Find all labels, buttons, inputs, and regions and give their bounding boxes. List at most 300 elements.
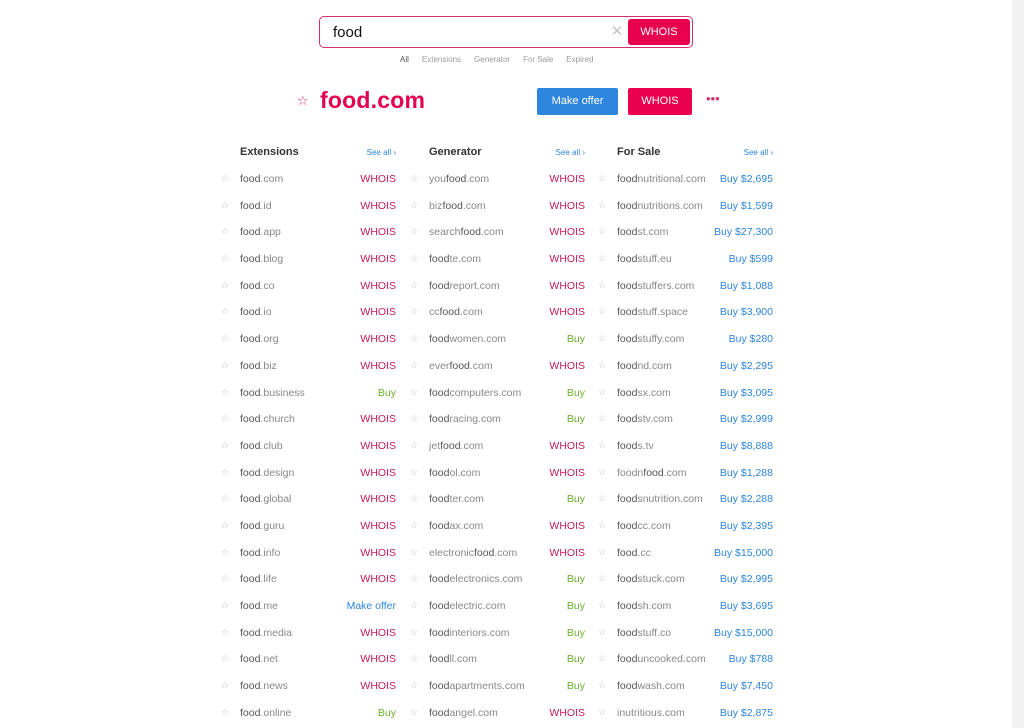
domain-name[interactable] bbox=[617, 520, 671, 532]
domain-action[interactable]: Buy $3,900 bbox=[719, 306, 773, 319]
domain-name[interactable] bbox=[429, 360, 493, 372]
domain-action[interactable]: Buy bbox=[377, 386, 396, 399]
star-icon[interactable]: ☆ bbox=[598, 600, 607, 610]
domain-part: stuck.com bbox=[637, 573, 685, 586]
domain-action[interactable]: Buy bbox=[377, 706, 396, 719]
domain-row[interactable] bbox=[221, 251, 396, 278]
star-icon[interactable]: ☆ bbox=[410, 359, 419, 370]
domain-name[interactable] bbox=[240, 547, 280, 559]
star-icon[interactable]: ☆ bbox=[221, 199, 230, 210]
see-all-link[interactable]: See all › bbox=[555, 148, 585, 157]
domain-row[interactable] bbox=[410, 438, 585, 465]
star-icon[interactable]: ☆ bbox=[410, 466, 419, 477]
domain-name[interactable] bbox=[429, 387, 521, 399]
star-icon[interactable]: ☆ bbox=[221, 439, 230, 450]
domain-part: s.tv bbox=[637, 439, 654, 452]
star-icon[interactable]: ☆ bbox=[598, 306, 607, 317]
domain-action[interactable]: Buy $2,395 bbox=[719, 519, 773, 532]
domain-name[interactable] bbox=[240, 280, 274, 292]
domain-name[interactable] bbox=[240, 306, 272, 318]
domain-list bbox=[598, 171, 773, 728]
domain-row[interactable] bbox=[410, 171, 585, 198]
star-icon[interactable]: ☆ bbox=[221, 706, 230, 717]
domain-name[interactable] bbox=[617, 200, 703, 212]
star-icon[interactable]: ☆ bbox=[221, 279, 230, 290]
domain-action[interactable]: WHOIS bbox=[360, 626, 396, 639]
domain-action[interactable]: Buy bbox=[566, 680, 585, 693]
domain-row[interactable] bbox=[410, 491, 585, 518]
domain-name[interactable] bbox=[429, 573, 522, 585]
domain-part: food bbox=[617, 680, 638, 693]
domain-name[interactable] bbox=[240, 440, 283, 452]
domain-name[interactable] bbox=[240, 413, 295, 425]
domain-action[interactable]: Buy $2,295 bbox=[719, 359, 773, 372]
domain-action[interactable]: WHOIS bbox=[549, 546, 585, 559]
domain-name[interactable] bbox=[429, 547, 517, 559]
domain-action[interactable]: WHOIS bbox=[360, 573, 396, 586]
domain-name[interactable] bbox=[429, 520, 483, 532]
domain-row[interactable] bbox=[410, 705, 585, 728]
domain-action[interactable]: WHOIS bbox=[549, 519, 585, 532]
domain-row[interactable] bbox=[410, 331, 585, 358]
domain-name[interactable] bbox=[240, 333, 279, 345]
domain-action[interactable]: Buy $2,288 bbox=[719, 493, 773, 506]
star-icon[interactable]: ☆ bbox=[410, 333, 419, 344]
domain-row[interactable] bbox=[598, 411, 773, 438]
domain-name[interactable] bbox=[617, 653, 706, 665]
domain-row[interactable] bbox=[598, 438, 773, 465]
domain-name[interactable] bbox=[617, 173, 706, 185]
domain-action[interactable]: WHOIS bbox=[360, 546, 396, 559]
domain-name[interactable] bbox=[429, 707, 498, 719]
star-icon[interactable]: ☆ bbox=[598, 359, 607, 370]
see-all-link[interactable]: See all › bbox=[366, 148, 396, 157]
domain-action[interactable]: WHOIS bbox=[549, 253, 585, 266]
tab-all[interactable]: All bbox=[400, 55, 409, 64]
tab-for-sale[interactable]: For Sale bbox=[523, 55, 554, 64]
domain-row[interactable] bbox=[598, 625, 773, 652]
domain-part: food bbox=[617, 333, 638, 346]
star-icon[interactable]: ☆ bbox=[598, 199, 607, 210]
domain-action[interactable]: Buy $27,300 bbox=[714, 226, 773, 239]
domain-action[interactable]: WHOIS bbox=[360, 226, 396, 239]
star-icon[interactable]: ☆ bbox=[598, 680, 607, 691]
domain-row[interactable] bbox=[410, 198, 585, 225]
domain-part: ol.com bbox=[449, 466, 481, 479]
domain-row[interactable] bbox=[598, 198, 773, 225]
domain-row[interactable] bbox=[221, 598, 396, 625]
domain-name[interactable] bbox=[617, 360, 672, 372]
domain-row[interactable] bbox=[221, 625, 396, 652]
star-icon[interactable]: ☆ bbox=[221, 386, 230, 397]
star-icon[interactable]: ☆ bbox=[410, 493, 419, 504]
domain-row[interactable] bbox=[221, 358, 396, 385]
domain-name[interactable] bbox=[617, 627, 671, 639]
domain-name[interactable] bbox=[240, 360, 277, 372]
star-icon[interactable]: ☆ bbox=[410, 306, 419, 317]
domain-name[interactable] bbox=[617, 280, 694, 292]
domain-part: food bbox=[240, 359, 261, 372]
domain-action[interactable]: Buy $3,095 bbox=[719, 386, 773, 399]
star-icon[interactable]: ☆ bbox=[410, 386, 419, 397]
star-icon[interactable]: ☆ bbox=[410, 600, 419, 610]
domain-row[interactable] bbox=[410, 571, 585, 598]
star-icon[interactable]: ☆ bbox=[598, 706, 607, 717]
domain-part: stuff.space bbox=[637, 306, 689, 319]
domain-action[interactable]: WHOIS bbox=[549, 706, 585, 719]
domain-action[interactable]: Buy bbox=[566, 386, 585, 399]
domain-part: biz bbox=[429, 199, 443, 212]
domain-row[interactable] bbox=[410, 545, 585, 572]
star-icon[interactable]: ☆ bbox=[598, 519, 607, 530]
domain-name[interactable] bbox=[617, 467, 686, 479]
filter-tabs bbox=[400, 55, 620, 64]
domain-row[interactable] bbox=[221, 705, 396, 728]
domain-name[interactable] bbox=[429, 680, 525, 692]
domain-row[interactable] bbox=[598, 705, 773, 728]
star-icon[interactable]: ☆ bbox=[221, 573, 230, 584]
star-icon[interactable]: ☆ bbox=[410, 519, 419, 530]
domain-name[interactable] bbox=[429, 467, 480, 479]
star-icon[interactable]: ☆ bbox=[221, 653, 230, 664]
domain-name[interactable] bbox=[429, 493, 484, 505]
scrollbar[interactable] bbox=[1012, 0, 1024, 728]
star-icon[interactable]: ☆ bbox=[221, 306, 230, 317]
domain-row[interactable] bbox=[598, 518, 773, 545]
domain-row[interactable] bbox=[410, 598, 585, 625]
domain-action[interactable]: WHOIS bbox=[360, 439, 396, 452]
domain-action[interactable]: Buy $2,995 bbox=[719, 573, 773, 586]
domain-row[interactable] bbox=[598, 651, 773, 678]
whois-button[interactable]: WHOIS bbox=[628, 88, 692, 115]
domain-action[interactable]: Buy $788 bbox=[728, 653, 773, 666]
domain-row[interactable] bbox=[598, 278, 773, 305]
domain-row[interactable] bbox=[221, 491, 396, 518]
domain-row[interactable] bbox=[598, 358, 773, 385]
tab-generator[interactable]: Generator bbox=[474, 55, 511, 64]
star-icon[interactable]: ☆ bbox=[410, 439, 419, 450]
domain-row[interactable] bbox=[598, 224, 773, 251]
star-icon[interactable]: ☆ bbox=[598, 573, 607, 584]
star-icon[interactable]: ☆ bbox=[221, 600, 230, 610]
star-icon[interactable]: ☆ bbox=[221, 546, 230, 557]
domain-row[interactable] bbox=[598, 385, 773, 412]
domain-action[interactable]: Buy $599 bbox=[728, 253, 773, 266]
domain-part: food bbox=[617, 306, 638, 319]
domain-action[interactable]: WHOIS bbox=[360, 199, 396, 212]
domain-action[interactable]: WHOIS bbox=[360, 680, 396, 693]
domain-row[interactable] bbox=[410, 465, 585, 492]
domain-name[interactable] bbox=[617, 387, 671, 399]
domain-part: sh.com bbox=[637, 600, 672, 612]
domain-action[interactable]: WHOIS bbox=[360, 333, 396, 346]
domain-name[interactable] bbox=[240, 653, 278, 665]
domain-row[interactable] bbox=[221, 678, 396, 705]
domain-action[interactable]: Buy bbox=[566, 413, 585, 426]
domain-part: .guru bbox=[260, 519, 285, 532]
more-options-icon[interactable]: ••• bbox=[706, 91, 720, 106]
star-icon[interactable]: ☆ bbox=[598, 226, 607, 237]
domain-row[interactable] bbox=[410, 625, 585, 652]
domain-name[interactable] bbox=[617, 680, 685, 692]
domain-row[interactable] bbox=[598, 598, 773, 625]
domain-row[interactable] bbox=[410, 304, 585, 331]
domain-action[interactable]: WHOIS bbox=[360, 653, 396, 666]
domain-action[interactable]: WHOIS bbox=[360, 253, 396, 266]
domain-action[interactable]: WHOIS bbox=[360, 519, 396, 532]
domain-name[interactable] bbox=[617, 333, 684, 345]
star-icon[interactable]: ☆ bbox=[410, 253, 419, 264]
domain-action[interactable]: WHOIS bbox=[549, 466, 585, 479]
star-icon[interactable]: ☆ bbox=[221, 359, 230, 370]
domain-action[interactable]: WHOIS bbox=[549, 173, 585, 185]
domain-row[interactable] bbox=[410, 651, 585, 678]
domain-name[interactable] bbox=[240, 627, 292, 639]
domain-action[interactable]: Buy bbox=[566, 626, 585, 639]
domain-name[interactable] bbox=[429, 280, 500, 292]
domain-row[interactable] bbox=[221, 545, 396, 572]
domain-name[interactable] bbox=[617, 707, 685, 719]
star-icon[interactable]: ☆ bbox=[598, 626, 607, 637]
close-icon[interactable]: ✕ bbox=[610, 23, 624, 40]
domain-row[interactable] bbox=[410, 358, 585, 385]
domain-part: .blog bbox=[260, 253, 284, 266]
domain-name[interactable] bbox=[240, 467, 294, 479]
domain-name[interactable] bbox=[429, 253, 481, 265]
domain-action[interactable]: Buy $2,999 bbox=[719, 413, 773, 426]
domain-part: stuffy.com bbox=[637, 333, 685, 346]
domain-row[interactable] bbox=[410, 411, 585, 438]
star-icon[interactable]: ☆ bbox=[410, 199, 419, 210]
domain-action[interactable]: Buy $2,695 bbox=[719, 173, 773, 185]
domain-action[interactable]: WHOIS bbox=[360, 306, 396, 319]
domain-name[interactable] bbox=[429, 306, 483, 318]
domain-row[interactable] bbox=[598, 491, 773, 518]
domain-name[interactable] bbox=[429, 440, 483, 452]
domain-name[interactable] bbox=[429, 333, 506, 345]
domain-row[interactable] bbox=[410, 678, 585, 705]
star-icon[interactable]: ☆ bbox=[410, 413, 419, 424]
star-icon[interactable]: ☆ bbox=[221, 413, 230, 424]
domain-action[interactable]: Buy $1,599 bbox=[719, 199, 773, 212]
domain-action[interactable]: WHOIS bbox=[360, 279, 396, 292]
star-icon[interactable]: ☆ bbox=[410, 626, 419, 637]
domain-action[interactable]: WHOIS bbox=[549, 226, 585, 239]
domain-row[interactable] bbox=[598, 171, 773, 198]
star-icon[interactable]: ☆ bbox=[598, 466, 607, 477]
star-icon[interactable]: ☆ bbox=[598, 493, 607, 504]
star-icon[interactable]: ☆ bbox=[221, 519, 230, 530]
domain-action[interactable]: WHOIS bbox=[549, 199, 585, 212]
domain-name[interactable] bbox=[617, 413, 673, 425]
tab-extensions[interactable]: Extensions bbox=[421, 55, 462, 64]
domain-part: .media bbox=[260, 626, 292, 639]
star-icon[interactable]: ☆ bbox=[297, 93, 309, 108]
domain-row[interactable] bbox=[410, 278, 585, 305]
domain-row[interactable] bbox=[221, 331, 396, 358]
star-icon[interactable]: ☆ bbox=[221, 173, 230, 183]
domain-part: stv.com bbox=[637, 413, 673, 426]
domain-name[interactable] bbox=[617, 253, 672, 265]
domain-action[interactable]: Buy $1,088 bbox=[719, 279, 773, 292]
domain-name[interactable] bbox=[617, 600, 671, 612]
domain-row[interactable] bbox=[221, 224, 396, 251]
domain-name[interactable] bbox=[240, 493, 291, 505]
star-icon[interactable]: ☆ bbox=[410, 573, 419, 584]
domain-part: .news bbox=[260, 680, 288, 693]
domain-row[interactable] bbox=[221, 571, 396, 598]
domain-name[interactable] bbox=[429, 226, 504, 238]
domain-action[interactable]: Buy bbox=[566, 653, 585, 666]
star-icon[interactable]: ☆ bbox=[221, 253, 230, 264]
domain-name[interactable] bbox=[429, 200, 486, 212]
domain-name[interactable] bbox=[429, 627, 510, 639]
domain-name[interactable] bbox=[617, 573, 685, 585]
search-input[interactable] bbox=[326, 20, 606, 44]
star-icon[interactable]: ☆ bbox=[410, 546, 419, 557]
domain-row[interactable] bbox=[221, 304, 396, 331]
domain-row[interactable] bbox=[221, 651, 396, 678]
domain-name[interactable] bbox=[429, 653, 477, 665]
domain-action[interactable]: Buy bbox=[566, 333, 585, 346]
domain-name[interactable] bbox=[240, 680, 288, 692]
domain-row[interactable] bbox=[410, 518, 585, 545]
star-icon[interactable]: ☆ bbox=[221, 466, 230, 477]
star-icon[interactable]: ☆ bbox=[598, 546, 607, 557]
see-all-link[interactable]: See all › bbox=[743, 148, 773, 157]
domain-name[interactable] bbox=[429, 173, 489, 185]
column-title: For Sale bbox=[617, 146, 661, 158]
star-icon[interactable]: ☆ bbox=[410, 226, 419, 237]
star-icon[interactable]: ☆ bbox=[598, 279, 607, 290]
domain-name[interactable] bbox=[617, 226, 668, 238]
domain-row[interactable] bbox=[598, 545, 773, 572]
domain-action[interactable]: WHOIS bbox=[549, 306, 585, 319]
domain-part: food bbox=[617, 493, 638, 506]
star-icon[interactable]: ☆ bbox=[598, 173, 607, 183]
star-icon[interactable]: ☆ bbox=[221, 680, 230, 691]
domain-name[interactable] bbox=[240, 520, 284, 532]
star-icon[interactable]: ☆ bbox=[598, 253, 607, 264]
domain-name[interactable] bbox=[429, 413, 501, 425]
domain-row[interactable] bbox=[410, 385, 585, 412]
star-icon[interactable]: ☆ bbox=[410, 653, 419, 664]
domain-action[interactable]: WHOIS bbox=[549, 439, 585, 452]
domain-row[interactable] bbox=[221, 198, 396, 225]
domain-name[interactable] bbox=[240, 200, 272, 212]
domain-row[interactable] bbox=[410, 251, 585, 278]
domain-name[interactable] bbox=[240, 573, 277, 585]
domain-part: food bbox=[240, 706, 261, 719]
domain-part: food bbox=[429, 680, 450, 693]
domain-row[interactable] bbox=[598, 678, 773, 705]
domain-name[interactable] bbox=[617, 547, 651, 559]
domain-part: food bbox=[240, 466, 261, 479]
domain-part: you bbox=[429, 173, 446, 185]
domain-row[interactable] bbox=[221, 171, 396, 198]
star-icon[interactable]: ☆ bbox=[221, 226, 230, 237]
domain-action[interactable]: Buy $3,695 bbox=[719, 600, 773, 612]
domain-name[interactable] bbox=[429, 600, 505, 612]
domain-name[interactable] bbox=[617, 440, 654, 452]
domain-name[interactable] bbox=[240, 600, 278, 612]
star-icon[interactable]: ☆ bbox=[410, 706, 419, 717]
domain-action[interactable]: WHOIS bbox=[549, 359, 585, 372]
domain-action[interactable]: WHOIS bbox=[360, 413, 396, 426]
domain-action[interactable]: Make offer bbox=[346, 600, 396, 612]
domain-part: food bbox=[643, 466, 664, 479]
domain-name[interactable] bbox=[240, 707, 291, 719]
domain-row[interactable] bbox=[598, 331, 773, 358]
domain-row[interactable] bbox=[598, 571, 773, 598]
domain-action[interactable]: WHOIS bbox=[549, 279, 585, 292]
domain-name[interactable] bbox=[617, 493, 703, 505]
domain-action[interactable]: Buy $8,888 bbox=[719, 439, 773, 452]
domain-row[interactable] bbox=[410, 224, 585, 251]
domain-action[interactable]: Buy bbox=[566, 600, 585, 612]
domain-name[interactable] bbox=[240, 387, 305, 399]
star-icon[interactable]: ☆ bbox=[598, 413, 607, 424]
domain-row[interactable] bbox=[221, 438, 396, 465]
domain-row[interactable] bbox=[221, 278, 396, 305]
domain-part: nutritions.com bbox=[637, 199, 703, 212]
domain-action[interactable]: Buy $7,450 bbox=[719, 680, 773, 693]
domain-action[interactable]: Buy bbox=[566, 573, 585, 586]
star-icon[interactable]: ☆ bbox=[410, 279, 419, 290]
star-icon[interactable]: ☆ bbox=[598, 386, 607, 397]
domain-action[interactable]: Buy bbox=[566, 493, 585, 506]
domain-part: food bbox=[617, 439, 638, 452]
domain-row[interactable] bbox=[221, 465, 396, 492]
domain-name[interactable] bbox=[240, 226, 281, 238]
star-icon[interactable]: ☆ bbox=[598, 653, 607, 664]
star-icon[interactable]: ☆ bbox=[598, 333, 607, 344]
star-icon[interactable]: ☆ bbox=[410, 680, 419, 691]
domain-part: food bbox=[240, 626, 261, 639]
domain-action[interactable]: WHOIS bbox=[360, 173, 396, 185]
domain-action[interactable]: WHOIS bbox=[360, 466, 396, 479]
domain-row[interactable] bbox=[221, 411, 396, 438]
domain-name[interactable] bbox=[617, 306, 688, 318]
domain-action[interactable]: Buy $1,288 bbox=[719, 466, 773, 479]
domain-action[interactable]: WHOIS bbox=[360, 493, 396, 506]
domain-row[interactable] bbox=[598, 304, 773, 331]
domain-action[interactable]: Buy $15,000 bbox=[714, 546, 773, 559]
star-icon[interactable]: ☆ bbox=[221, 333, 230, 344]
domain-action[interactable]: Buy $15,000 bbox=[714, 626, 773, 639]
domain-part: food bbox=[240, 546, 261, 559]
domain-action[interactable]: WHOIS bbox=[360, 359, 396, 372]
domain-row[interactable] bbox=[598, 465, 773, 492]
star-icon[interactable]: ☆ bbox=[598, 439, 607, 450]
domain-part: ever bbox=[429, 359, 450, 372]
domain-name[interactable] bbox=[240, 253, 283, 265]
domain-part: food bbox=[240, 199, 261, 212]
whois-search-button[interactable]: WHOIS bbox=[628, 19, 690, 45]
domain-row[interactable] bbox=[221, 385, 396, 412]
domain-name[interactable] bbox=[240, 173, 283, 185]
domain-part: food bbox=[240, 439, 261, 452]
domain-action[interactable]: Buy $280 bbox=[728, 333, 773, 346]
domain-action[interactable]: Buy $2,875 bbox=[719, 706, 773, 719]
domain-row[interactable] bbox=[598, 251, 773, 278]
star-icon[interactable]: ☆ bbox=[221, 493, 230, 504]
star-icon[interactable]: ☆ bbox=[221, 626, 230, 637]
tab-expired[interactable]: Expired bbox=[566, 55, 594, 64]
domain-row[interactable] bbox=[221, 518, 396, 545]
make-offer-button[interactable]: Make offer bbox=[537, 88, 618, 115]
star-icon[interactable]: ☆ bbox=[410, 173, 419, 183]
